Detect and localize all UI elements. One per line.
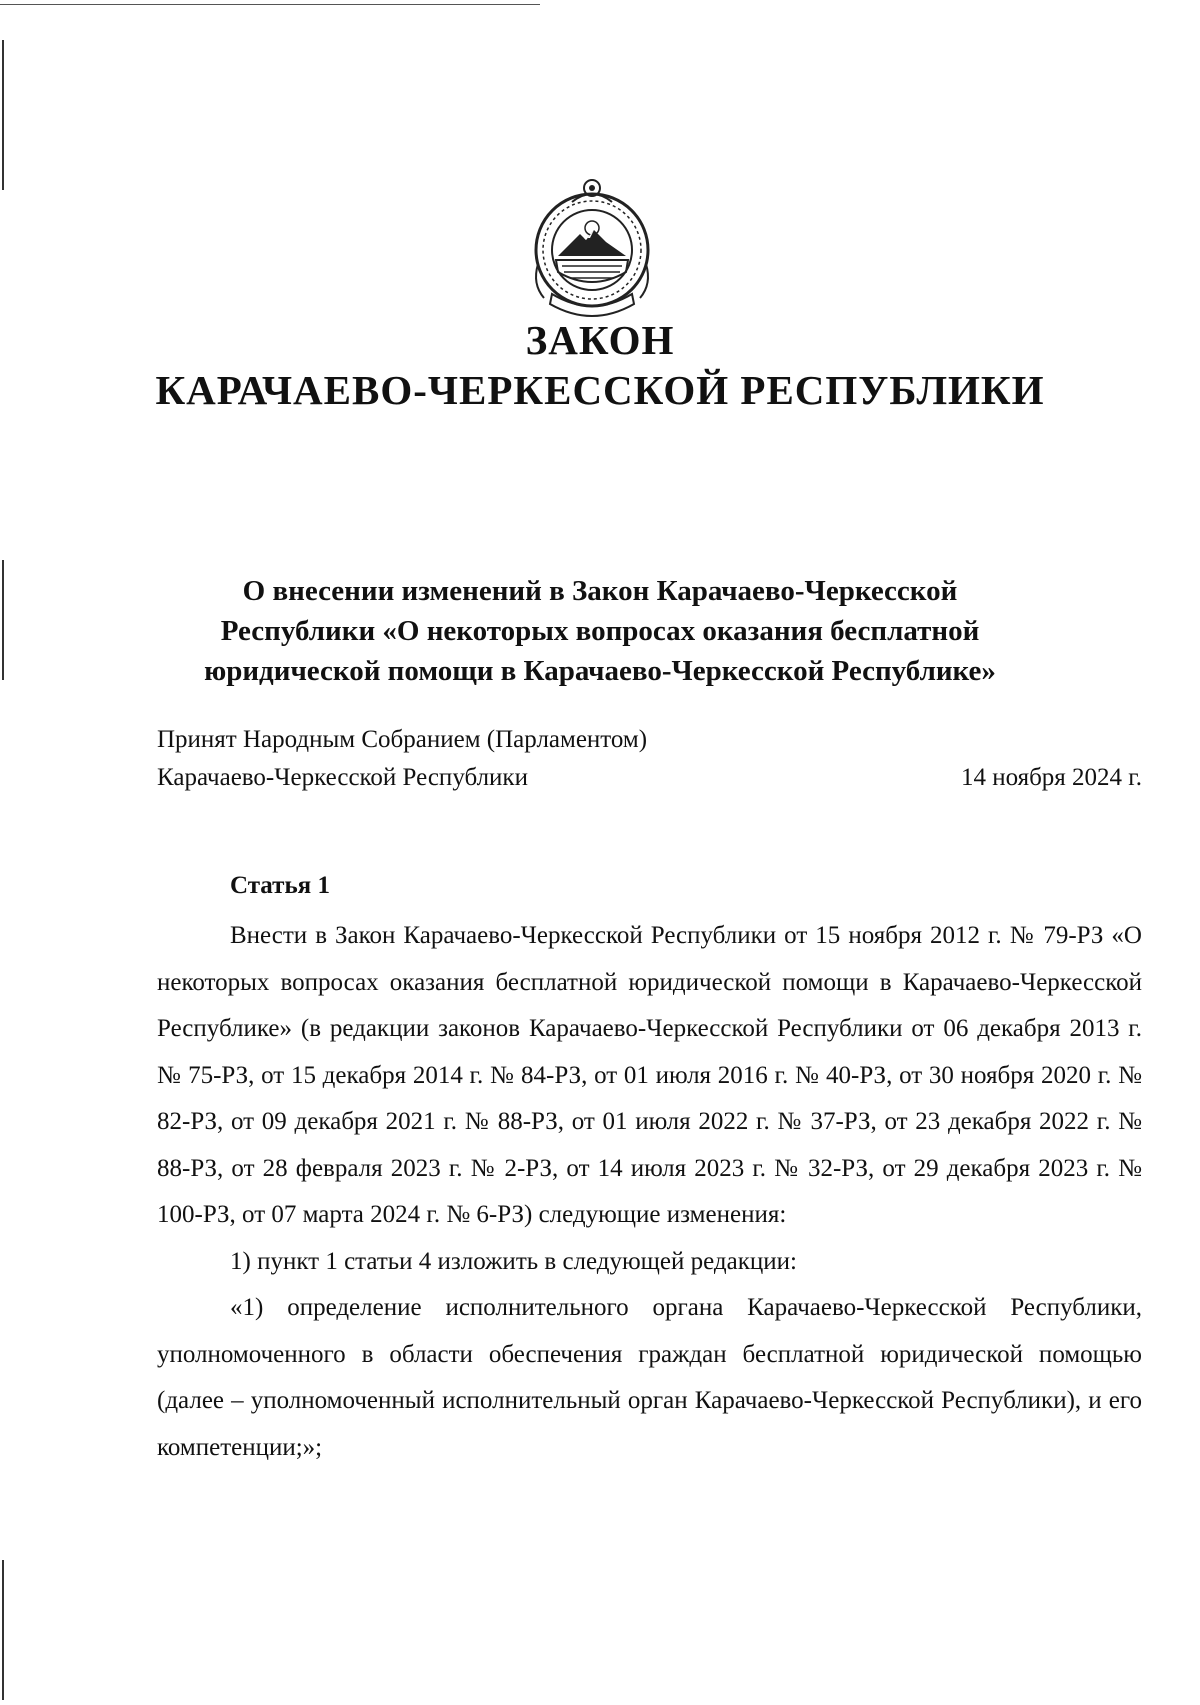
article-intro-paragraph: Внести в Закон Карачаево-Черкесской Республики от 15 ноября 2012 г. № 79-РЗ «О некоторых вопросах оказания бесплатной юридической помощи в Карачаево-Черкесской Республике» (в редакции законов Карачаево-Черкесской Республики от 06 декабря 2013 г. № 75-РЗ, от 15 декабря 2014 г. № 84-РЗ, от 01 июля 2016 г. № 40-РЗ, от 30 ноября 2020 г. № 82-РЗ, от 09 декабря 2021 г. № 88-РЗ, от 01 июля 2022 г. № 37-РЗ, от 23 декабря 2022 г. № 88-РЗ, от 28 февраля 2023 г. № 2-РЗ, от 14 июля 2023 г. № 32-РЗ, от 29 декабря 2023 г. № 100-РЗ, от 07 марта 2024 г. № 6-РЗ) следующие изменения: [157,922,1142,1228]
coat-of-arms-emblem-icon [522,172,662,322]
scan-edge-mark [2,1560,4,1700]
adoption-line: Карачаево-Черкесской Республики [157,764,528,791]
scan-border-line [0,4,540,5]
adoption-row [157,759,1142,797]
article-quote-paragraph: «1) определение исполнительного органа Карачаево-Черкесской Республики, уполномоченного в области обеспечения граждан бесплатной юридической помощью (далее – уполномоченный исполнительный орган Карачаево-Черкесской Республики), и его компетенции;»; [157,1294,1142,1461]
law-subject-title [150,571,1050,691]
adoption-date: 14 ноября 2024 г. [960,764,1142,791]
article-body [157,913,1142,1471]
law-heading: ЗАКОН [525,317,675,363]
republic-heading: КАРАЧАЕВО-ЧЕРКЕССКОЙ РЕСПУБЛИКИ [155,367,1045,413]
subject-line: юридической помощи в Карачаево-Черкесской Республике» [204,655,996,687]
article-title: Статья 1 [230,872,330,899]
subject-line: Республики «О некоторых вопросах оказания бесплатной [220,615,980,647]
subject-line: О внесении изменений в Закон Карачаево-Черкесской [242,575,958,607]
scan-edge-mark [2,40,4,190]
scan-edge-mark [2,560,4,680]
adoption-line: Принят Народным Собранием (Парламентом) [157,726,648,753]
article-item-paragraph: 1) пункт 1 статьи 4 изложить в следующей редакции: [230,1247,797,1275]
adoption-block [157,721,1142,797]
